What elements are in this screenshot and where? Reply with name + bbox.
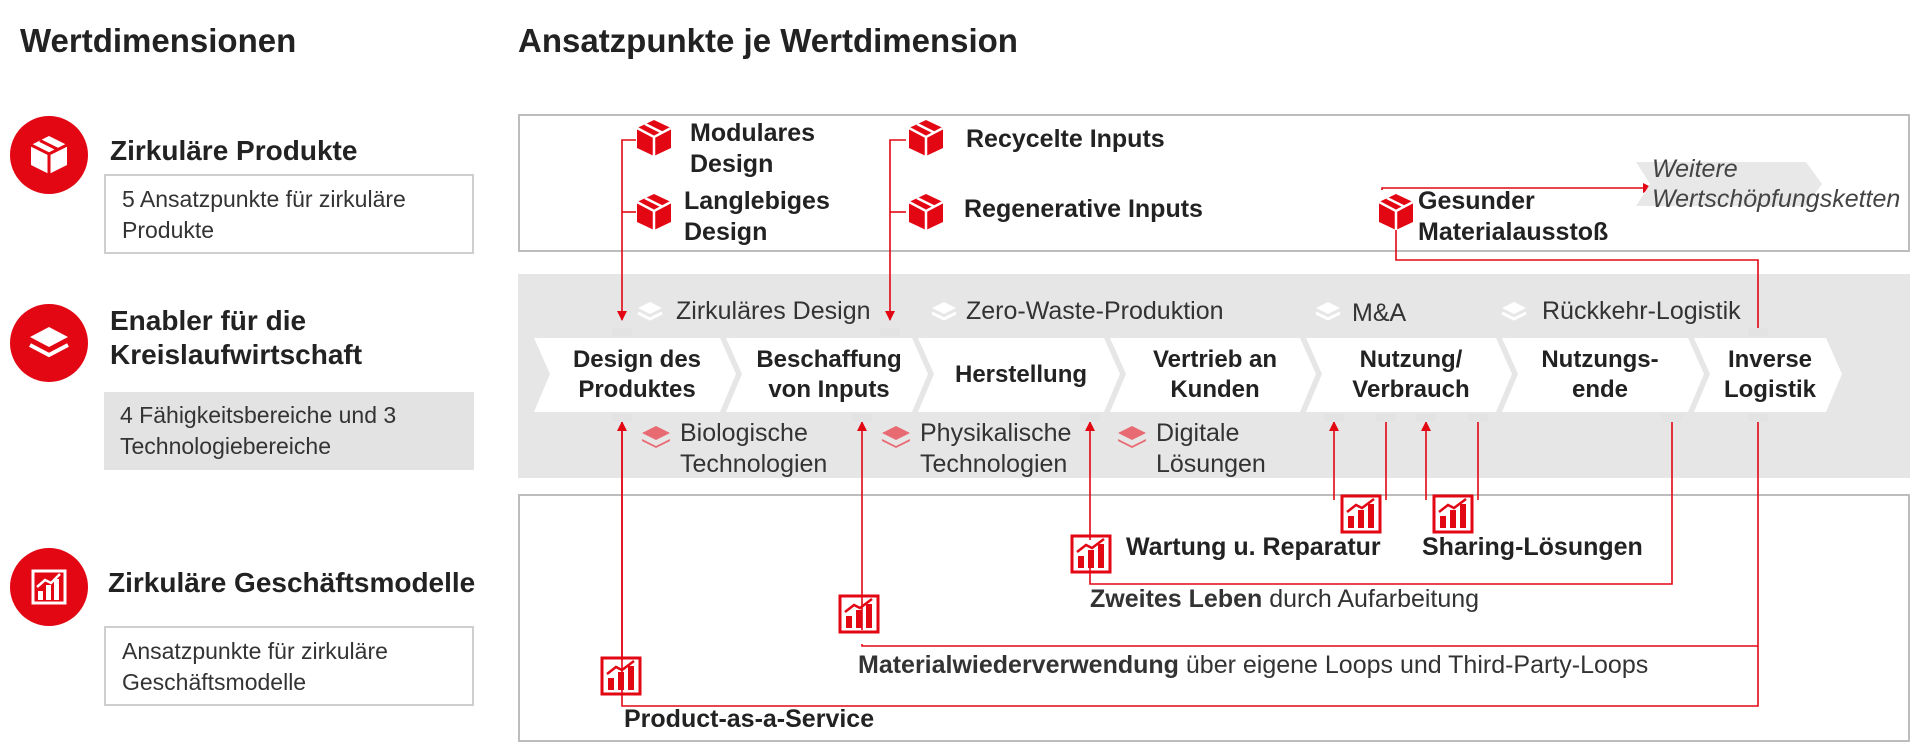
product-recycelte-inputs: Recycelte Inputs [966, 125, 1165, 153]
dimension-description-products: 5 Ansatzpunkte für zirkuläre Produkte [104, 174, 474, 254]
technology-digital: Digitale Lösungen [1156, 419, 1266, 478]
dimension-title-business-models: Zirkuläre Geschäftsmodelle [108, 567, 476, 598]
chart-icon [600, 656, 642, 701]
capability-zirkulaeres-design: Zirkuläres Design [676, 297, 871, 325]
layers-red-icon [1116, 424, 1148, 455]
materialwiederverwendung-rest: über eigene Loops und Third-Party-Loops [1178, 651, 1649, 679]
dimension-description-business-models: Ansatzpunkte für zirkuläre Geschäftsmodelle [104, 626, 474, 706]
chart-icon [838, 594, 880, 639]
business-model-sharing: Sharing-Lösungen [1422, 533, 1643, 561]
capability-ma: M&A [1352, 299, 1407, 327]
business-model-materialwiederverwendung [858, 650, 1648, 681]
chart-icon [1070, 534, 1112, 579]
business-model-wartung: Wartung u. Reparatur [1126, 533, 1381, 561]
further-value-chains: Weitere Wertschöpfungsketten [1652, 155, 1901, 213]
capability-rueckkehr-logistik: Rückkehr-Logistik [1542, 297, 1741, 325]
product-regenerative-inputs: Regenerative Inputs [964, 195, 1203, 223]
layers-red-icon [880, 424, 912, 455]
product-modulares-design: Modulares Design [690, 119, 816, 178]
layers-red-icon [640, 424, 672, 455]
capability-zero-waste: Zero-Waste-Produktion [966, 297, 1224, 325]
zweites-leben-bold: Zweites Leben [1090, 585, 1263, 613]
technology-biologisch: Biologische Technologien [680, 419, 828, 478]
dimension-title-products: Zirkuläre Produkte [110, 135, 358, 166]
chain-step-vertrieb: Vertrieb an Kunden [1152, 346, 1278, 403]
chain-step-herstellung: Herstellung [954, 361, 1088, 388]
business-model-zweites-leben [1090, 584, 1479, 615]
business-model-paas: Product-as-a-Service [624, 705, 875, 733]
left-column-header: Wertdimensionen [20, 22, 297, 59]
product-langlebiges-design: Langlebiges Design [684, 187, 830, 246]
technology-physikalisch: Physikalische Technologien [920, 419, 1072, 478]
dimension-title-enablers: Enabler für die Kreislaufwirtschaft [110, 305, 363, 370]
materialwiederverwendung-bold: Materialwiederverwendung [858, 651, 1179, 679]
chain-step-beschaffung: Beschaffung von Inputs [756, 346, 902, 403]
chain-step-design: Design des Produktes [572, 346, 702, 403]
chain-step-inverse-logistik: Inverse Logistik [1723, 346, 1816, 403]
product-gesunder-materialausstoss: Gesunder Materialausstoß [1418, 187, 1609, 246]
right-column-header: Ansatzpunkte je Wertdimension [518, 22, 1018, 59]
chain-step-nutzung: Nutzung/ Verbrauch [1352, 346, 1470, 403]
zweites-leben-rest: durch Aufarbeitung [1262, 585, 1480, 613]
dimension-description-enablers: 4 Fähigkeitsbereiche und 3 Technologiebereiche [104, 392, 474, 470]
chain-step-nutzungsende: Nutzungs-ende [1541, 346, 1659, 403]
